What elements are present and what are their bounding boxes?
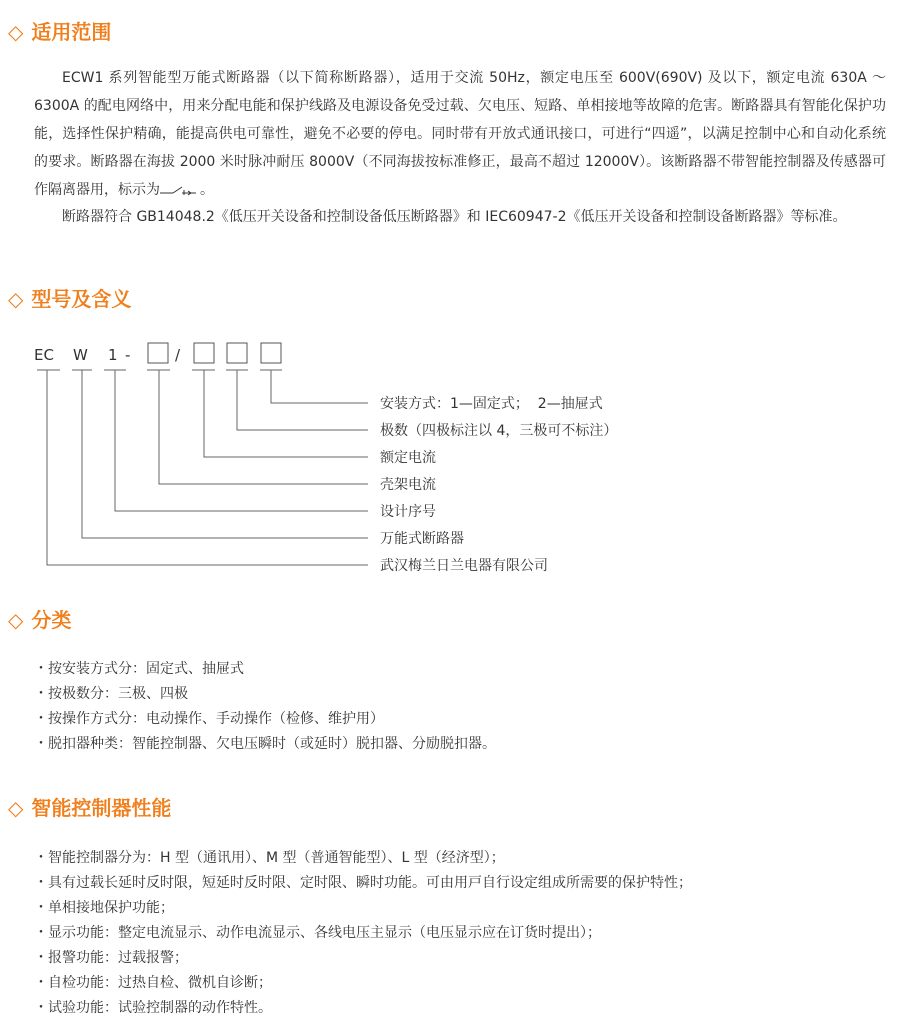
leader-line-design-no xyxy=(115,370,368,511)
scope-paragraph-1-text: ECW1 系列智能型万能式断路器（以下简称断路器），适用于交流 50Hz，额定电压至 600V(690V) 及以下，额定电流 630A ～ 6300A 的配电网络中，用来分配电能和保护线路及电源设备免受过载、欠电压、短路、单相接地等故障的危害。断路器具有智能化保护功能，选择性保护精确，能提高供电可靠性，避免不必要的停电。同时带有开放式通讯接口，可进行“四遥”，以满足控制中心和自动化系统的要求。断路器在海拔 2000 米时脉冲耐压 8000V（不同海拔按标准修正，最高不超过 12000V）。该断路器不带智能控制器及传感器可作隔离器用，标示为 xyxy=(34,70,886,198)
diamond-icon: ◇ xyxy=(8,796,24,820)
controller-list xyxy=(34,846,692,1021)
model-code-diagram xyxy=(0,330,900,580)
isolator-symbol-icon xyxy=(160,184,200,196)
list-item: ・显示功能：整定电流显示、动作电流显示、各线电压主显示（电压显示应在订货时提出）； xyxy=(34,925,601,941)
diamond-icon: ◇ xyxy=(8,20,24,44)
code-box-frame-current xyxy=(148,343,168,363)
code-char-1: 1 xyxy=(108,346,118,364)
list-item: ・自检功能：过热自检、微机自诊断； xyxy=(34,975,272,991)
label-type: 万能式断路器 xyxy=(380,531,464,547)
section-title-controller xyxy=(8,795,171,821)
diamond-icon: ◇ xyxy=(8,608,24,632)
list-item: ・智能控制器分为：H 型（通讯用）、M 型（普通智能型）、L 型（经济型）； xyxy=(34,850,505,866)
section-title-scope-text: 适用范围 xyxy=(31,20,112,44)
section-title-model xyxy=(8,286,131,312)
leader-line-installation xyxy=(271,370,368,403)
list-item: ・单相接地保护功能； xyxy=(34,900,174,916)
label-design-no: 设计序号 xyxy=(380,504,436,520)
scope-paragraph-1 xyxy=(34,64,886,204)
list-item: ・脱扣器种类：智能控制器、欠电压瞬时（或延时）脱扣器、分励脱扣器。 xyxy=(34,736,496,752)
label-poles: 极数（四极标注以 4，三极可不标注） xyxy=(380,423,618,439)
code-box-poles xyxy=(227,343,247,363)
section-title-scope xyxy=(8,19,111,45)
code-char-ec: EC xyxy=(34,346,54,364)
leader-line-poles xyxy=(237,370,368,430)
label-rated-current: 额定电流 xyxy=(380,450,436,466)
leader-line-frame-current xyxy=(159,370,368,484)
section-title-model-text: 型号及含义 xyxy=(31,287,132,311)
leader-line-type xyxy=(82,370,368,538)
label-manufacturer: 武汉梅兰日兰电器有限公司 xyxy=(380,558,548,574)
list-item: ・按极数分：三极、四极 xyxy=(34,686,188,702)
classification-list xyxy=(34,657,496,757)
list-item: ・具有过载长延时反时限，短延时反时限、定时限、瞬时功能。可由用戸自行设定组成所需要的保护特性； xyxy=(34,875,692,891)
diamond-icon: ◇ xyxy=(8,287,24,311)
section-title-classification xyxy=(8,607,71,633)
section-title-classification-text: 分类 xyxy=(31,608,72,632)
code-char-dash: - xyxy=(125,346,131,364)
scope-paragraph-1-end: 。 xyxy=(200,182,214,198)
code-char-w: W xyxy=(73,346,88,364)
list-item: ・按安装方式分：固定式、抽屉式 xyxy=(34,661,244,677)
section-title-controller-text: 智能控制器性能 xyxy=(31,796,172,820)
code-box-installation xyxy=(261,343,281,363)
label-installation: 安装方式：1—固定式； 2—抽屉式 xyxy=(380,396,603,412)
list-item: ・按操作方式分：电动操作、手动操作（检修、维护用） xyxy=(34,711,384,727)
code-char-slash: / xyxy=(175,346,181,364)
label-frame-current: 壳架电流 xyxy=(380,477,436,493)
scope-paragraph-2: 断路器符合 GB14048.2《低压开关设备和控制设备低压断路器》和 IEC60947-2《低压开关设备和控制设备断路器》等标准。 xyxy=(62,209,847,225)
leader-line-rated-current xyxy=(204,370,368,457)
leader-line-manufacturer xyxy=(47,370,368,565)
code-box-rated-current xyxy=(194,343,214,363)
list-item: ・报警功能：过载报警； xyxy=(34,950,188,966)
list-item: ・试验功能：试验控制器的动作特性。 xyxy=(34,1000,272,1016)
